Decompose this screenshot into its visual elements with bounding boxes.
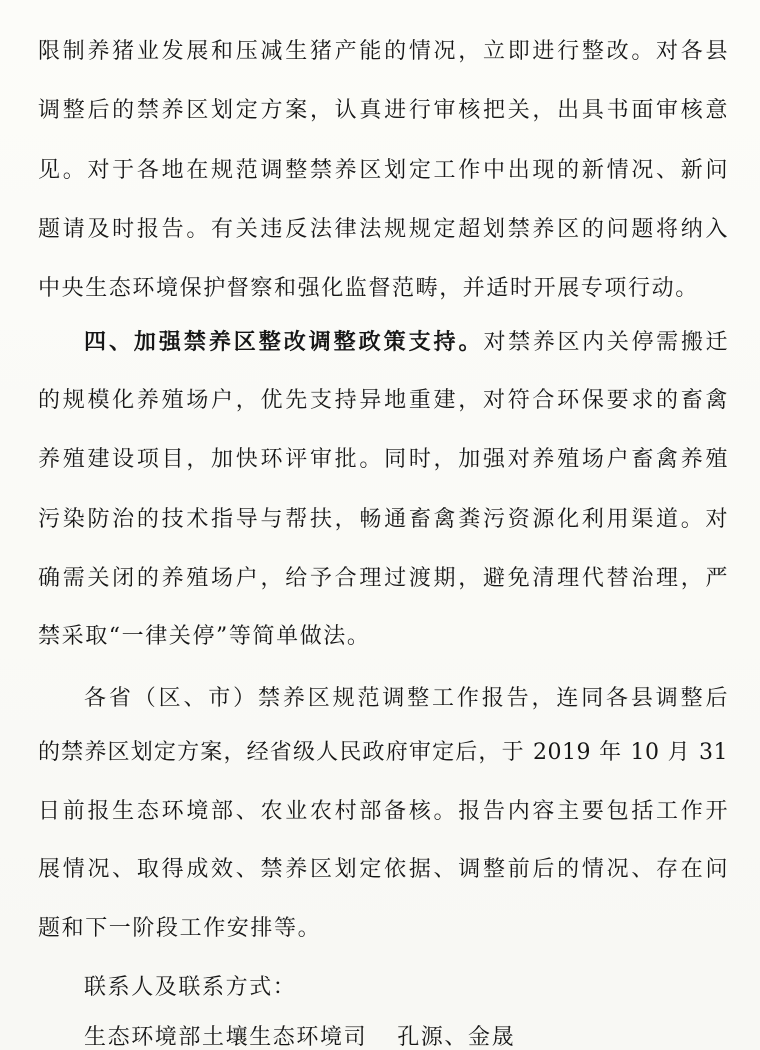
paragraph-line: 调整后的禁养区划定方案，认真进行审核把关，出具书面审核意 (38, 98, 728, 123)
section-4-first-line (84, 326, 728, 360)
paragraph-line: 限制养猪业发展和压减生猪产能的情况，立即进行整改。对各县 (38, 39, 728, 64)
paragraph-line: 确需关闭的养殖场户，给予合理过渡期，避免清理代替治理，严 (38, 566, 728, 591)
paragraph-line: 污染防治的技术指导与帮扶，畅通畜禽粪污资源化利用渠道。对 (38, 507, 728, 532)
section-4-first-line-rest: 对禁养区内关停需搬迁 (483, 330, 728, 355)
report-paragraph-line: 的禁养区划定方案，经省级人民政府审定后，于 2019 年 10 月 31 (38, 740, 728, 765)
contact-line (84, 1021, 728, 1050)
contact-department: 生态环境部土壤生态环境司 (84, 1025, 368, 1050)
contact-names: 孔源、金晟 (397, 1025, 516, 1050)
paragraph-line: 题请及时报告。有关违反法律法规规定超划禁养区的问题将纳入 (38, 217, 728, 242)
report-paragraph-line: 日前报生态环境部、农业农村部备核。报告内容主要包括工作开 (38, 799, 728, 824)
paragraph-line: 禁采取“一律关停”等简单做法。 (38, 624, 371, 649)
paragraph-line: 见。对于各地在规范调整禁养区划定工作中出现的新情况、新问 (38, 158, 728, 183)
contact-label: 联系人及联系方式： (84, 975, 297, 1000)
paragraph-line: 中央生态环境保护督察和强化监督范畴，并适时开展专项行动。 (38, 276, 699, 301)
report-paragraph-line: 展情况、取得成效、禁养区划定依据、调整前后的情况、存在问 (38, 857, 728, 882)
section-4-heading: 四、加强禁养区整改调整政策支持。 (84, 330, 484, 355)
report-paragraph-line: 题和下一阶段工作安排等。 (38, 916, 322, 941)
report-paragraph-line: 各省（区、市）禁养区规范调整工作报告，连同各县调整后 (84, 686, 728, 711)
paragraph-line: 养殖建设项目，加快环评审批。同时，加强对养殖场户畜禽养殖 (38, 447, 728, 472)
paragraph-line: 的规模化养殖场户，优先支持异地重建，对符合环保要求的畜禽 (38, 388, 728, 413)
